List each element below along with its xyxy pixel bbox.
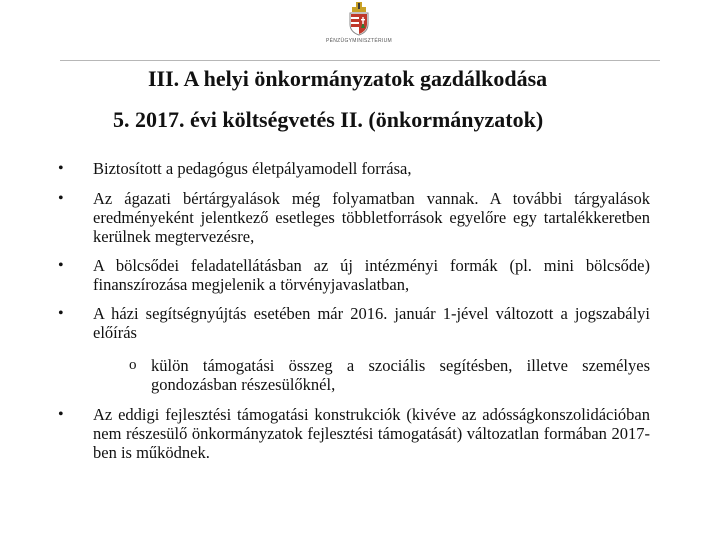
sub-list-item	[58, 356, 650, 394]
bullet-list	[58, 159, 650, 462]
bullet-marker: •	[58, 305, 64, 322]
bullet-text: A házi segítségnyújtás esetében már 2016. január 1-jével változott a jogszabályi előírás	[93, 304, 650, 342]
sub-bullet-marker: o	[129, 357, 137, 373]
page-subtitle: 5. 2017. évi költségvetés II. (önkormányzatok)	[113, 107, 544, 132]
list-item	[58, 304, 650, 342]
bullet-marker: •	[58, 257, 64, 274]
bullet-text: Az eddigi fejlesztési támogatási konstrukciók (kivéve az adósságkonszolidációban nem részesülő önkormányzatok fejlesztési támogatását) változatlan formában 2017-ben is működnek.	[93, 405, 650, 462]
header-divider	[60, 60, 660, 61]
list-item	[58, 405, 650, 462]
list-item	[58, 256, 650, 294]
bullet-text: Az ágazati bértárgyalások még folyamatban vannak. A további tárgyalások eredményeként jelentkező esetleges többletforrások egyelőre egy tartalékkeretben kerülnek megtervezésre,	[93, 189, 650, 246]
list-item	[58, 159, 650, 178]
bullet-text: A bölcsődei feladatellátásban az új intézményi formák (pl. mini bölcsőde) finanszírozása megjelenik a törvényjavaslatban,	[93, 256, 650, 294]
page-title: III. A helyi önkormányzatok gazdálkodása	[148, 66, 548, 91]
list-item	[58, 189, 650, 246]
ministry-logo	[322, 2, 396, 54]
logo-text: PÉNZÜGYMINISZTÉRIUM	[326, 38, 392, 44]
bullet-marker: •	[58, 406, 64, 423]
bullet-marker: •	[58, 190, 64, 207]
bullet-text: külön támogatási összeg a szociális segítésben, illetve személyes gondozásban részesülőknél,	[151, 356, 650, 394]
bullet-text: Biztosított a pedagógus életpályamodell forrása,	[93, 159, 412, 178]
coat-of-arms-icon	[347, 2, 371, 36]
bullet-marker: •	[58, 160, 64, 177]
